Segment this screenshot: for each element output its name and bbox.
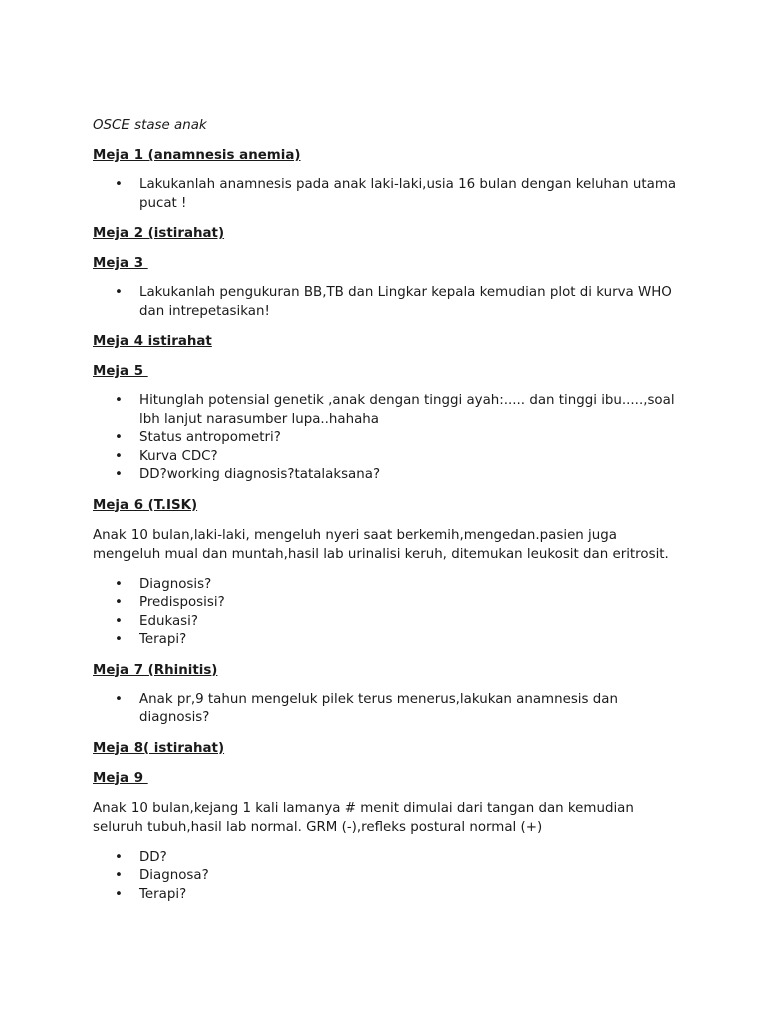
list-item [93, 594, 683, 613]
list-item-text: Lakukanlah pengukuran BB,TB dan Lingkar kepala kemudian plot di kurva WHO dan intrepetasikan! [139, 285, 672, 319]
list-item [93, 392, 683, 429]
bullet-list [93, 691, 683, 728]
bullet-icon: • [115, 613, 123, 629]
bullet-icon: • [115, 576, 123, 592]
bullet-icon: • [115, 430, 123, 445]
section-heading: Meja 6 (T.ISK) [93, 497, 198, 513]
list-item-text: Diagnosa? [139, 868, 209, 883]
list-item [93, 886, 683, 905]
section-heading: Meja 1 (anamnesis anemia) [93, 148, 301, 163]
list-item [93, 284, 683, 321]
bullet-icon: • [115, 691, 123, 707]
list-item-text: Diagnosis? [139, 576, 212, 592]
section-paragraph: Anak 10 bulan,laki-laki, mengeluh nyeri saat berkemih,mengedan.pasien juga mengeluh mual dan muntah,hasil lab urinalisi keruh, ditemukan leukosit dan eritrosit. [93, 527, 669, 562]
section-paragraph: Anak 10 bulan,kejang 1 kali lamanya # menit dimulai dari tangan dan kemudian seluruh tubuh,hasil lab normal. GRM (-),refleks postural normal (+) [93, 800, 634, 835]
list-item-text: Lakukanlah anamnesis pada anak laki-laki,usia 16 bulan dengan keluhan utama pucat ! [139, 177, 677, 211]
list-item [93, 691, 683, 728]
bullet-icon: • [115, 632, 123, 647]
list-item-text: Anak pr,9 tahun mengeluk pilek terus menerus,lakukan anamnesis dan diagnosis? [139, 691, 618, 725]
bullet-list [93, 849, 683, 905]
bullet-icon: • [115, 467, 123, 482]
list-item-text: Terapi? [139, 632, 187, 647]
list-item-text: Predisposisi? [139, 595, 225, 610]
section-heading: Meja 2 (istirahat) [93, 226, 225, 241]
list-item-text: Kurva CDC? [139, 448, 218, 464]
bullet-list [93, 576, 683, 650]
list-item [93, 631, 683, 650]
bullet-icon: • [115, 849, 123, 865]
bullet-icon: • [115, 868, 123, 883]
list-item [93, 613, 683, 632]
list-item [93, 448, 683, 467]
list-item [93, 849, 683, 868]
list-item [93, 576, 683, 595]
document-page [93, 116, 683, 915]
section-heading: Meja 7 (Rhinitis) [93, 662, 218, 678]
bullet-icon: • [115, 285, 123, 300]
bullet-list [93, 176, 683, 213]
bullet-icon: • [115, 177, 123, 192]
document-title: OSCE stase anak [93, 118, 207, 133]
bullet-list [93, 392, 683, 485]
list-item [93, 429, 683, 448]
list-item-text: Hitunglah potensial genetik ,anak dengan tinggi ayah:..... dan tinggi ibu.....,soal lbh lanjut narasumber lupa..hahaha [139, 393, 675, 427]
bullet-icon: • [115, 886, 123, 902]
list-item-text: Terapi? [139, 886, 187, 902]
list-item-text: Status antropometri? [139, 430, 281, 445]
list-item-text: DD? [139, 849, 167, 865]
list-item [93, 466, 683, 485]
list-item-text: DD?working diagnosis?tatalaksana? [139, 467, 381, 482]
list-item [93, 176, 683, 213]
list-item-text: Edukasi? [139, 613, 198, 629]
bullet-icon: • [115, 448, 123, 464]
bullet-list [93, 284, 683, 321]
section-heading: Meja 9 [93, 770, 148, 786]
list-item [93, 867, 683, 886]
bullet-icon: • [115, 393, 123, 408]
section-heading: Meja 4 istirahat [93, 334, 212, 349]
bullet-icon: • [115, 595, 123, 610]
section-heading: Meja 5 [93, 364, 148, 379]
section-heading: Meja 3 [93, 256, 148, 271]
section-heading: Meja 8( istirahat) [93, 740, 225, 756]
